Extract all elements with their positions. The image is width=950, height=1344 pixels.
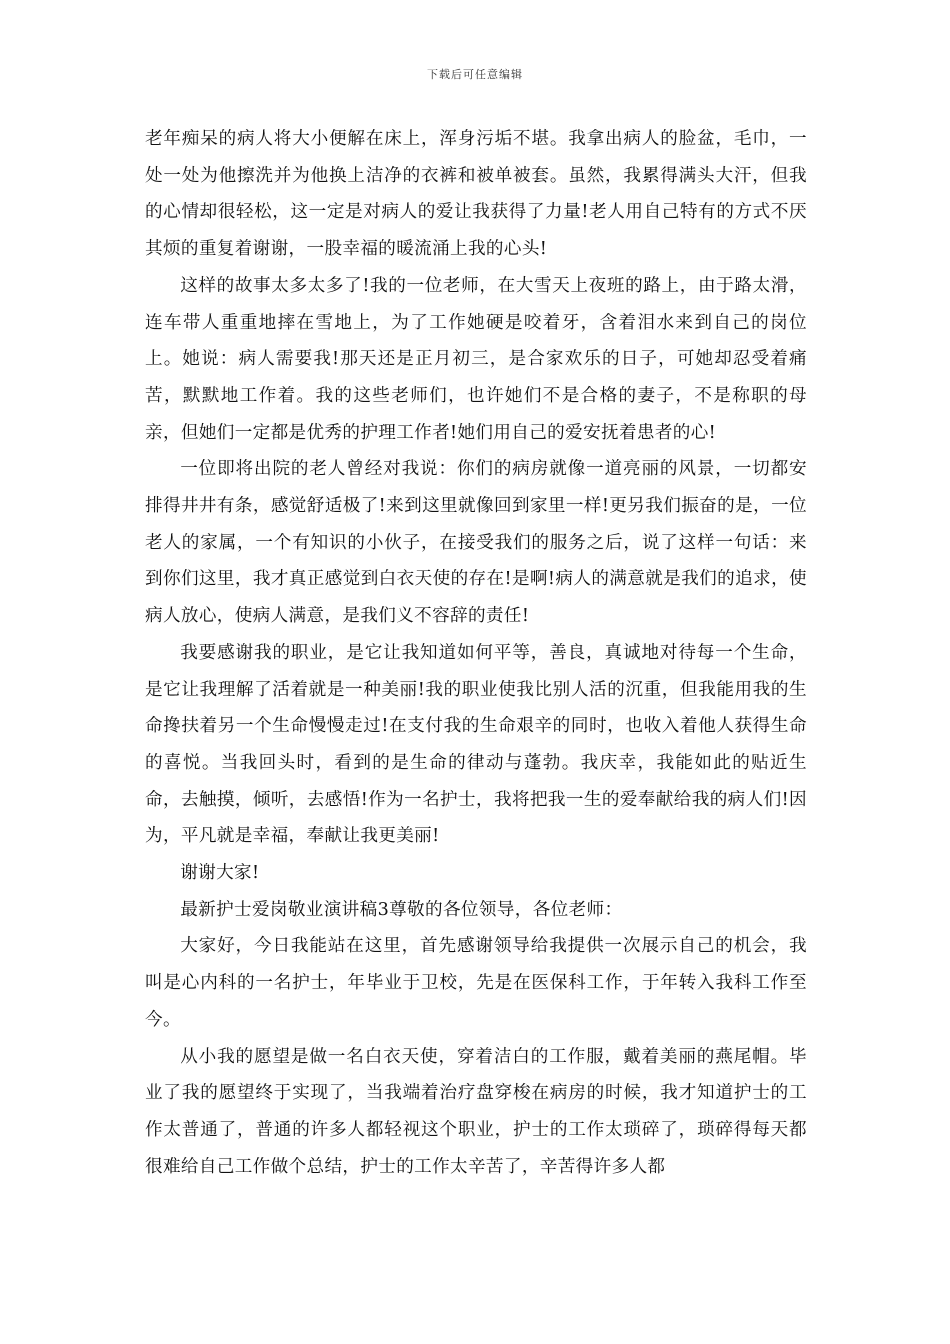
paragraph-2: 这样的故事太多太多了!我的一位老师，在大雪天上夜班的路上，由于路太滑，连车带人重重地摔在雪地上，为了工作她硬是咬着牙，含着泪水来到自己的岗位上。她说：病人需要我!那天还是正月初三，是合家欢乐的日子，可她却忍受着痛苦，默默地工作着。我的这些老师们，也许她们不是合格的妻子，不是称职的母亲，但她们一定都是优秀的护理工作者!她们用自己的爱安抚着患者的心! <box>145 275 807 443</box>
paragraph-4: 我要感谢我的职业，是它让我知道如何平等，善良，真诚地对待每一个生命，是它让我理解了活着就是一种美丽!我的职业使我比别人活的沉重，但我能用我的生命搀扶着另一个生命慢慢走过!在支付我的生命艰辛的同时，也收入着他人获得生命的喜悦。当我回头时，看到的是生命的律动与蓬勃。我庆幸，我能如此的贴近生命，去触摸，倾听，去感悟!作为一名护士，我将把我一生的爱奉献给我的病人们!因为，平凡就是幸福，奉献让我更美丽! <box>145 642 807 847</box>
paragraph-3: 一位即将出院的老人曾经对我说：你们的病房就像一道亮丽的风景，一切都安排得井井有条，感觉舒适极了!来到这里就像回到家里一样!更另我们振奋的是，一位老人的家属，一个有知识的小伙子，在接受我们的服务之后，说了这样一句话：来到你们这里，我才真正感觉到白衣天使的存在!是啊!病人的满意就是我们的追求，使病人放心，使病人满意，是我们义不容辞的责任! <box>145 459 807 627</box>
document-body <box>145 121 807 1185</box>
paragraph-7: 大家好，今日我能站在这里，首先感谢领导给我提供一次展示自己的机会，我叫是心内科的一名护士，年毕业于卫校，先是在医保科工作，于年转入我科工作至今。 <box>145 936 807 1030</box>
paragraph-8: 从小我的愿望是做一名白衣天使，穿着洁白的工作服，戴着美丽的燕尾帽。毕业了我的愿望终于实现了，当我端着治疗盘穿梭在病房的时候，我才知道护士的工作太普通了，普通的许多人都轻视这个职业，护士的工作太琐碎了，琐碎得每天都很难给自己工作做个总结，护士的工作太辛苦了，辛苦得许多人都 <box>145 1046 807 1177</box>
paragraph-6: 最新护士爱岗敬业演讲稿3尊敬的各位领导，各位老师： <box>180 899 623 920</box>
paragraph-1: 老年痴呆的病人将大小便解在床上，浑身污垢不堪。我拿出病人的脸盆，毛巾，一处一处为他擦洗并为他换上洁净的衣裤和被单被套。虽然，我累得满头大汗，但我的心情却很轻松，这一定是对病人的爱让我获得了力量!老人用自己特有的方式不厌其烦的重复着谢谢，一股幸福的暖流涌上我的心头! <box>145 129 807 260</box>
page-header: 下载后可任意编辑 <box>427 68 523 81</box>
paragraph-5: 谢谢大家! <box>180 863 260 884</box>
